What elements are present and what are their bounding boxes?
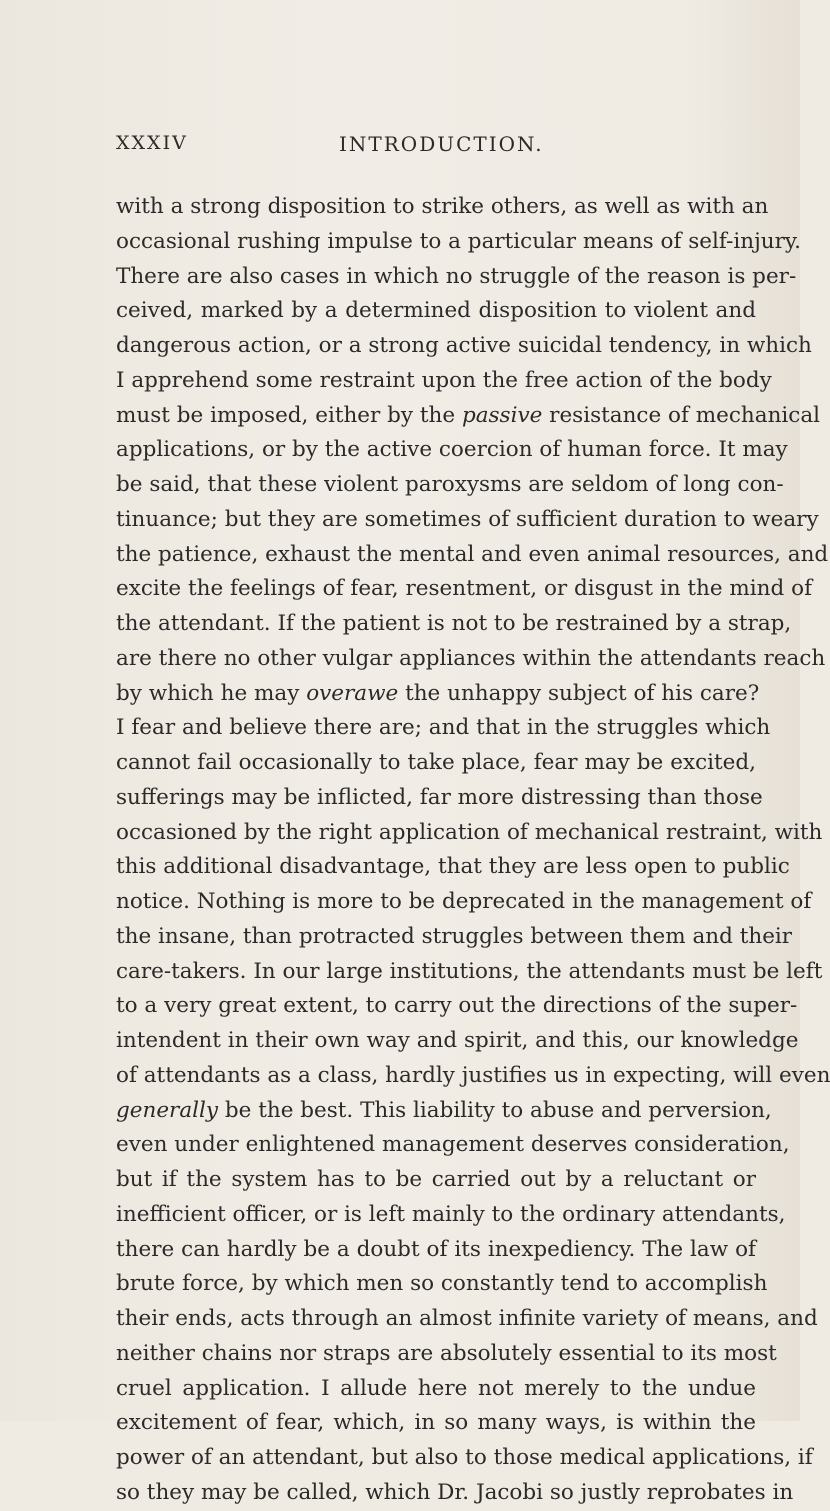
text-line: cruel application. I allude here not merely to the undue bbox=[116, 1375, 756, 1401]
text-line: There are also cases in which no struggle of the reason is per- bbox=[116, 263, 797, 289]
text-line: the insane, than protracted struggles between them and their bbox=[116, 923, 793, 949]
text-line: I fear and believe there are; and that in the struggles which bbox=[116, 715, 771, 741]
text-segment: must be imposed, either by the bbox=[116, 402, 462, 428]
text-line: applications, or by the active coercion of human force. It may bbox=[116, 437, 788, 463]
text-line: notice. Nothing is more to be deprecated in the management of bbox=[116, 889, 812, 914]
text-line: cannot fail occasionally to take place, fear may be excited, bbox=[116, 750, 756, 775]
text-line: ceived, marked by a determined disposition to violent and bbox=[116, 298, 756, 324]
text-line: occasional rushing impulse to a particular means of self-injury. bbox=[116, 228, 801, 254]
text-line: dangerous action, or a strong active suicidal tendency, in which bbox=[116, 333, 812, 358]
text-line: are there no other vulgar appliances within the attendants reach bbox=[116, 645, 826, 671]
text-segment: by which he may bbox=[116, 680, 307, 706]
running-head: INTRODUCTION. bbox=[339, 132, 544, 156]
text-line: neither chains nor straps are absolutely essential to its most bbox=[116, 1340, 777, 1366]
text-line: there can hardly be a doubt of its inexpediency. The law of bbox=[116, 1236, 756, 1262]
text-line: this additional disadvantage, that they are less open to public bbox=[116, 854, 790, 880]
text-line: with a strong disposition to strike others, as well as with an bbox=[116, 194, 769, 219]
text-line bbox=[116, 1094, 772, 1129]
text-line bbox=[116, 399, 821, 434]
text-line: but if the system has to be carried out by a reluctant or bbox=[116, 1167, 756, 1192]
italic-text: overawe bbox=[306, 680, 399, 706]
text-line: excite the feelings of fear, resentment, or disgust in the mind of bbox=[116, 576, 813, 602]
text-line: care-takers. In our large institutions, the attendants must be left bbox=[116, 958, 823, 984]
text-line: their ends, acts through an almost infinite variety of means, and bbox=[116, 1306, 818, 1331]
text-line: the patience, exhaust the mental and even animal resources, and bbox=[116, 541, 829, 567]
text-segment: resistance of mechanical bbox=[542, 402, 821, 428]
italic-text: generally bbox=[116, 1097, 219, 1123]
italic-text: passive bbox=[461, 402, 543, 428]
text-line: so they may be called, which Dr. Jacobi so justly reprobates in bbox=[116, 1479, 794, 1505]
text-line: even under enlightened management deserves consideration, bbox=[116, 1132, 790, 1158]
text-line: brute force, by which men so constantly tend to accomplish bbox=[116, 1271, 768, 1297]
text-line: intendent in their own way and spirit, and this, our knowledge bbox=[116, 1028, 799, 1053]
text-line: of attendants as a class, hardly justifies us in expecting, will even bbox=[116, 1062, 830, 1088]
text-line: excitement of fear, which, in so many ways, is within the bbox=[116, 1410, 756, 1436]
text-line: I apprehend some restraint upon the free action of the body bbox=[116, 367, 772, 393]
page-number: XXXIV bbox=[116, 132, 188, 154]
text-line: be said, that these violent paroxysms are seldom of long con- bbox=[116, 472, 784, 497]
text-line: the attendant. If the patient is not to be restrained by a strap, bbox=[116, 611, 792, 636]
text-line bbox=[116, 677, 760, 712]
text-segment: be the best. This liability to abuse and perversion, bbox=[218, 1097, 772, 1123]
text-line: occasioned by the right application of mechanical restraint, with bbox=[116, 819, 823, 845]
text-line: sufferings may be inflicted, far more distressing than those bbox=[116, 784, 763, 810]
body-text bbox=[116, 190, 830, 1511]
text-line: tinuance; but they are sometimes of sufficient duration to weary bbox=[116, 506, 819, 532]
text-line: power of an attendant, but also to those medical applications, if bbox=[116, 1445, 813, 1470]
text-line: to a very great extent, to carry out the directions of the super- bbox=[116, 993, 798, 1019]
text-segment: the unhappy subject of his care? bbox=[398, 680, 760, 706]
page-header bbox=[116, 128, 756, 168]
text-line: inefficient officer, or is left mainly to the ordinary attendants, bbox=[116, 1201, 786, 1227]
